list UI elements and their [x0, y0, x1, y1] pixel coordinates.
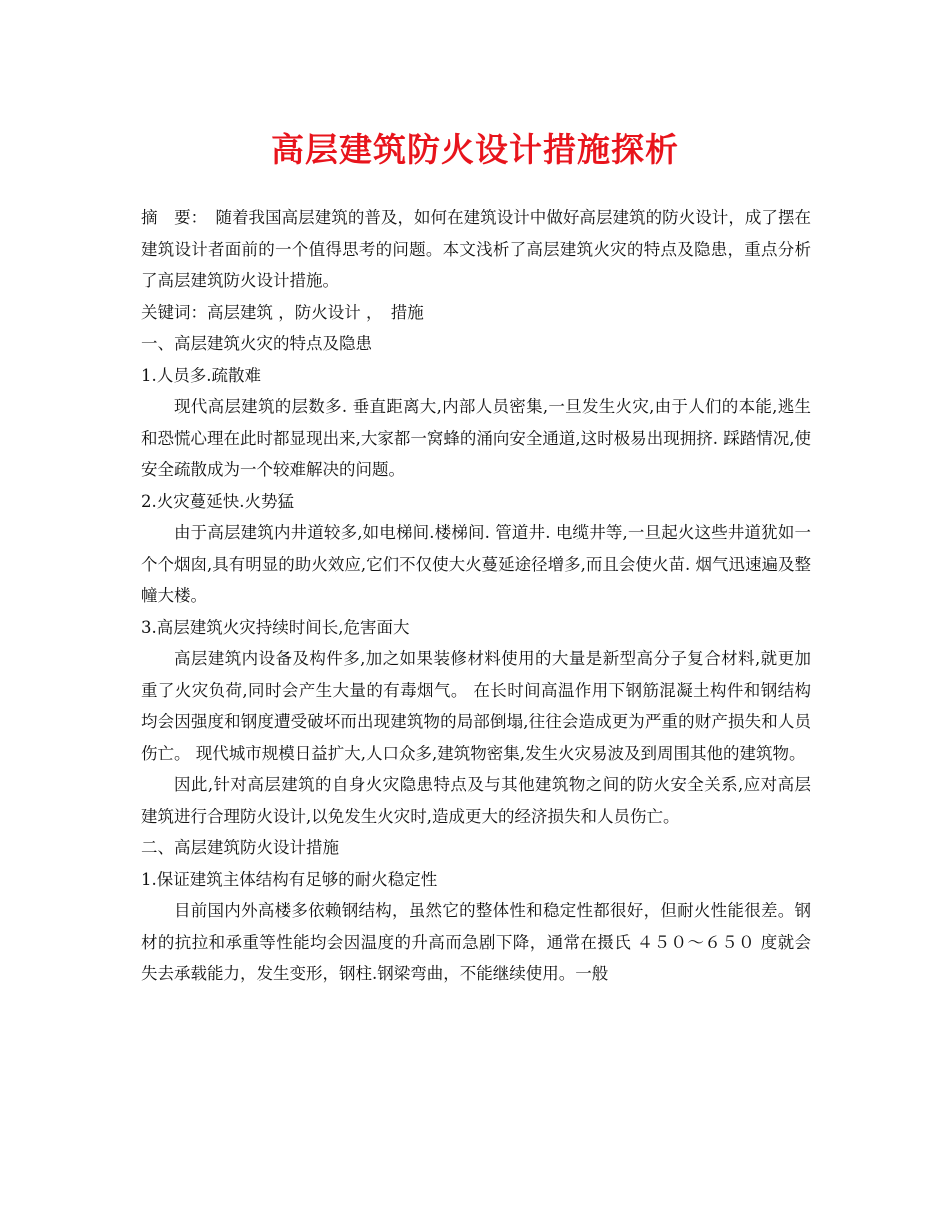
paragraph-1-3a: 高层建筑内设备及构件多,加之如果装修材料使用的大量是新型高分子复合材料,就更加重了火灾负荷,同时会产生大量的有毒烟气。 在长时间高温作用下钢筋混凝土构件和钢结构均会因强度和钢度遭受破坏而出现建筑物的局部倒塌,往往会造成更为严重的财产损失和人员伤亡。 现代城市规模日益扩大,人口众多,建筑物密集,发生火灾易波及到周围其他的建筑物。 — [141, 649, 811, 763]
abstract-paragraph: 摘 要： 随着我国高层建筑的普及，如何在建筑设计中做好高层建筑的防火设计，成了摆在建筑设计者面前的一个值得思考的问题。本文浅析了高层建筑火灾的特点及隐患，重点分析了高层建筑防火设计措施。 — [141, 208, 811, 290]
subsection-heading-1-2: 2.火灾蔓延快.火势猛 — [141, 491, 294, 511]
paragraph-2-1: 目前国内外高楼多依赖钢结构，虽然它的整体性和稳定性都很好，但耐火性能很差。钢材的抗拉和承重等性能均会因温度的升高而急剧下降，通常在摄氏 ４５０～６５０ 度就会失去承载能力，发生变形，钢柱.钢梁弯曲，不能继续使用。一般 — [141, 901, 811, 983]
keywords-line: 关键词：高层建筑 ，防火设计 ， 措施 — [141, 302, 424, 322]
section-heading-1: 一、高层建筑火灾的特点及隐患 — [141, 334, 372, 353]
paragraph-1-1: 现代高层建筑的层数多. 垂直距离大,内部人员密集,一旦发生火灾,由于人们的本能,逃生和恐慌心理在此时都显现出来,大家都一窝蜂的涌向安全通道,这时极易出现拥挤. 踩踏情况,使安全疏散成为一个较难解决的问题。 — [141, 397, 811, 479]
paragraph-1-2: 由于高层建筑内井道较多,如电梯间.楼梯间. 管道井. 电缆井等,一旦起火这些井道犹如一个个烟囱,具有明显的助火效应,它们不仅使大火蔓延途径增多,而且会使火苗. 烟气迅速遍及整幢大楼。 — [141, 523, 811, 605]
document-title: 高层建筑防火设计措施探析 — [271, 130, 679, 169]
paragraph-1-3b: 因此,针对高层建筑的自身火灾隐患特点及与其他建筑物之间的防火安全关系,应对高层建筑进行合理防火设计,以免发生火灾时,造成更大的经济损失和人员伤亡。 — [141, 775, 811, 826]
section-heading-2: 二、高层建筑防火设计措施 — [141, 838, 339, 857]
document-body — [141, 202, 811, 990]
subsection-heading-2-1: 1.保证建筑主体结构有足够的耐火稳定性 — [141, 869, 438, 889]
subsection-heading-1-3: 3.高层建筑火灾持续时间长,危害面大 — [141, 617, 410, 637]
subsection-heading-1-1: 1.人员多.疏散难 — [141, 365, 261, 385]
